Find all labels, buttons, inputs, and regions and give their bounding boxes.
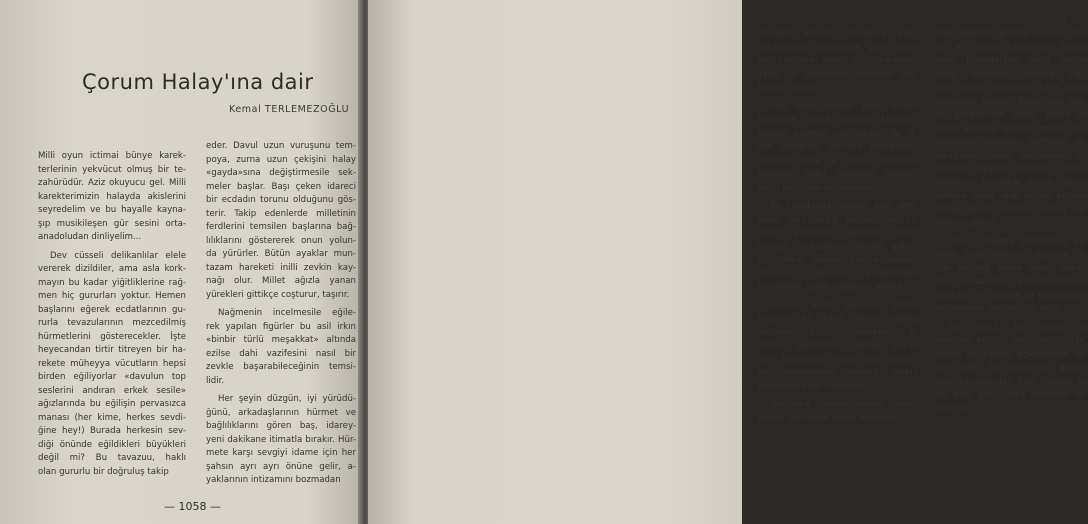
text-line: yeni dakikane itimatla bırakır. Hür-: [206, 434, 356, 445]
text-line: yaklarının intizamını bozmadan: [206, 475, 341, 485]
text-line: rek yapılan figürler bu asil irkın: [206, 321, 356, 332]
text-line: yürekleri gittikçe coşturur, taşırır.: [206, 289, 350, 300]
text-line: Omuz omuzda birbirlerine ko-: [948, 236, 1088, 247]
text-line: şahıs ta temponun ahengile mu-: [758, 69, 918, 80]
text-line: karekterimizin halayda akislerini: [38, 191, 186, 202]
text-line: birden eğiliyorlar «davulun top: [38, 372, 186, 382]
text-line: seyredelim ve bu hayalle kayna-: [38, 205, 186, 215]
text-line: ileri fırlamalar, iman dolu göğüs-: [758, 354, 918, 365]
text-line: dolaşır» sözünün ecdadımızın: [758, 268, 918, 279]
text-line: terir. Takip edenlerde milletinin: [206, 208, 356, 219]
text-line: ğildir ki...: [936, 403, 976, 414]
text-line: tazam hareketi inilli zevkin kay-: [206, 262, 356, 273]
text-line: mak istiyen muazzam kal'a divarı: [936, 83, 1088, 93]
text-line: Bu çabukluğa rağmen ayni tem-: [770, 201, 918, 211]
text-line: verir. Bahadırların omuz omuza: [936, 56, 1088, 66]
text-line: bağlılıklarını gören baş, idarey-: [206, 421, 356, 431]
text-line: sizliğinde, halinden memnun, ge-: [936, 137, 1088, 147]
text-line: ler iki çeliğin çarpışması hissini: [936, 42, 1088, 53]
text-line: bütün bir kâinatı eğlencesine da-: [936, 349, 1088, 360]
text-line: terlerinin yekvücut olmuş bir te-: [38, 164, 186, 175]
right-column-1: [758, 28, 918, 426]
article-author: Kemal TERLEMEZOĞLU: [229, 104, 350, 115]
text-line: Milli oyun ictimai bünye karek-: [38, 151, 186, 161]
text-line: tunçtan bir kal'a divarı yaptığı: [758, 314, 918, 324]
text-line: leri kabartmalar hedefe şuurlu: [758, 368, 918, 378]
text-line: poda yere değip kalkan ileri fır-: [758, 214, 918, 225]
left-column-1: [38, 150, 186, 479]
text-line: leceğinden emin gölgelerin, yıl-: [936, 150, 1088, 161]
text-line: koşmanın birer ifadesidir.: [758, 381, 867, 392]
text-line: ağaçları, kuşları, bulutları, rüzgârı,: [936, 336, 1088, 346]
text-line: lılıklarını göstererek onun yolun-: [206, 235, 356, 246]
text-line: qozkıra bir vuruşta su fışkırtması»: [936, 290, 1088, 301]
text-line: henkli zıplamalar, taban vurup: [758, 341, 918, 351]
text-line: Ağır başlı devam eden birinci: [770, 101, 918, 112]
text-line: dızların ürperen gülüşleri, masa-: [936, 164, 1088, 174]
text-line: vet eden bu seyircileri gaşye-: [936, 363, 1088, 373]
text-line: meler başlar. Başı çeken idareci: [206, 181, 356, 192]
text-line: tizi reftar olanın payına damen: [758, 255, 918, 265]
article-title: Çorum Halay'ına dair: [82, 70, 314, 94]
text-line: lidir.: [206, 375, 225, 386]
text-line: şıp musikileşen gür sesini orta-: [38, 218, 186, 229]
text-line: heyecandan tirtir titreyen bir ha-: [38, 345, 186, 355]
left-column-2: [206, 140, 356, 488]
text-line: Değişen hava ile çabuk üçlemeye: [758, 155, 918, 166]
text-line: halay çeken kımızla serhoş de-: [936, 204, 1088, 215]
text-line: da yürürler. Bütün ayaklar mun-: [206, 249, 356, 259]
text-line: davet edilmiş, gecenin munis ses-: [936, 123, 1088, 134]
text-line: ğünü, arkadaşlarının hürmet ve: [206, 407, 356, 418]
text-line: gözümün önüne: Bozkırların şen-: [936, 96, 1088, 107]
text-line: ları «Ecdadımın kahremanlarının: [936, 277, 1088, 287]
text-line: Bir davul, bir zurna ile: [948, 322, 1088, 333]
text-line: değil mi? Bu tavazuu, haklı: [38, 453, 186, 463]
text-line: nağı olur. Millet ağızla yanan: [206, 276, 356, 286]
text-line: hürmetlerini gösterecekler. İşte: [38, 331, 186, 342]
text-line: ferdlerini temsilen başlarına bağ-: [206, 222, 356, 232]
text-line: bir ecdadın torunu olduğunu gös-: [206, 195, 356, 205]
text-line: poya, zurna uzun çekişini halay: [206, 154, 356, 165]
text-line: altında halka olup kucak kucağa: [936, 191, 1088, 201]
right-column-2: [936, 28, 1088, 416]
corner-number: 17: [1060, 12, 1077, 26]
text-line: mete karşı sevgiyi idame için her: [206, 448, 356, 458]
text-line: prensibine aykırı olduğunu anlatır.: [758, 282, 905, 292]
text-line: layan yeknasak ayaklar «Erişir: [758, 228, 918, 238]
text-line: başlanır. Sabit gözlerde şimşek-: [758, 169, 918, 179]
text-line: larile bağlı kütlenin, davulun se-: [936, 250, 1088, 260]
right-page: [368, 0, 1088, 524]
text-line: zevkle başarabileceğinin temsi-: [206, 362, 356, 372]
text-line: şahsın ayrı ayrı önüne gelir, a-: [206, 461, 356, 472]
text-line: zım olduğunu tecrübe etmişlerdir.: [758, 142, 918, 152]
text-line: menzili maksuduna aheste giden,: [758, 241, 918, 252]
text-line: olan gururlu bir doğruluş takip: [38, 466, 169, 477]
text-line: Dev cüsseli delikanlılar elele: [50, 250, 186, 261]
page-number-right: — 1059 —: [896, 500, 953, 513]
text-line: lik gecelerinde davul zurna ile: [936, 110, 1088, 120]
text-line: Nağmenin incelmesile eğile-: [218, 308, 356, 318]
text-line: ğine hey!) Burada herkesin sev-: [38, 426, 186, 436]
text-line: Üçüncü kısım gururun, azmin: [770, 300, 918, 311]
text-line: den, heyecandan tirtir titreten bu: [936, 376, 1088, 387]
text-line: diği önünde eğildikleri büyükleri: [38, 439, 186, 450]
text-line: sile zıplayıp efece taban vuruş-: [936, 263, 1088, 274]
text-line: manası (her kime, herkes sevdi-: [38, 412, 186, 423]
text-line: ağızlarında bu eğilişin pervasızca: [38, 399, 186, 409]
left-page: [0, 0, 362, 524]
text-line: safhadır. Bütün hareketler: A-: [758, 327, 918, 338]
text-line: elde değildir. Birlikte vurulan diz-: [936, 29, 1088, 39]
text-line: bir vaziyete gelir. Tabii karşıdaki: [758, 56, 918, 66]
text-line: verip istedikleri göklere ulaş-: [936, 69, 1088, 80]
text-line: delerini getirir.: [936, 218, 999, 228]
text-line: lerini her yöne dağıtadurur.: [758, 182, 876, 193]
text-line: ezilse dahi vazifesini nasıl bir: [206, 348, 356, 359]
page-number-left: — 1058 —: [164, 500, 221, 513]
text-line: arkadaşının boynunda yarı sarılır: [758, 42, 918, 53]
text-line: men hiç gururları yoktur. Hemen: [38, 291, 186, 301]
text-line: bir avuç genç neye muktedir de-: [936, 390, 1088, 400]
text-line: rurla tevazularının mezcedilmiş: [38, 318, 186, 328]
text-line: zahürüdür. Aziz okuyucu gel. Milli: [38, 178, 186, 188]
text-line: laşmış çehrelere itimat etmenek: [758, 413, 898, 424]
text-line: «gayda»sına değiştirmesile sek-: [206, 168, 356, 178]
text-line: seslerini andıran erkek sesile»: [38, 385, 186, 396]
text-line: vererek dizildiler, ama asla kork-: [38, 264, 186, 274]
text-line: mayın bu kadar yiğitliklerine rağ-: [38, 277, 186, 288]
text-line: elindeki mendili omuzuna atar,: [758, 29, 918, 39]
text-line: Her şeyin düzgün, iyi yürüdü-: [218, 394, 356, 404]
text-line: kabilini yapar.: [758, 83, 818, 93]
text-line: Yorgunluk hissedilmeyen tunç-: [770, 400, 918, 410]
text-line: rekete müheyya vücutların hepsi: [38, 358, 186, 369]
text-line: kısımdan sonra gençler kızışmış,: [758, 115, 918, 125]
text-line: eder. Davul uzun vuruşunu tem-: [206, 141, 356, 151]
text-line: hedefe varmak için süratin de lâ-: [758, 128, 918, 139]
text-line: «binbir türlü meşakkat» altında: [206, 335, 356, 345]
text-line: efsanesinin gerçekliğini anlar.: [936, 304, 1064, 314]
text-line: başlarını eğerek ecdatlarının gu-: [38, 304, 186, 315]
text-line: lamaların itimatkâr donuk ışıkları: [936, 177, 1088, 188]
text-line: anadoludan dinliyelim...: [38, 232, 142, 242]
